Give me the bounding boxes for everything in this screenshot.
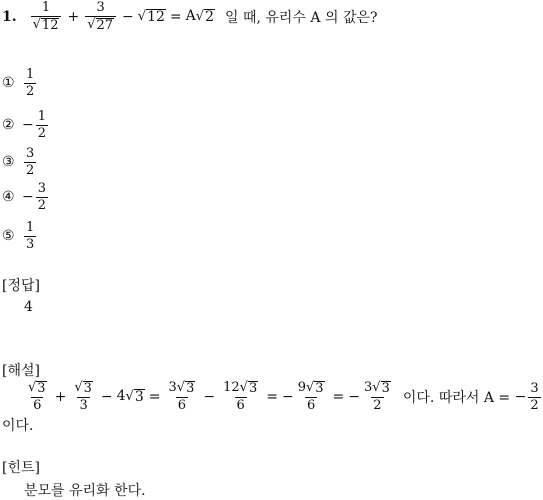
hint-text: 분모를 유리화 한다. xyxy=(24,483,146,499)
option-1[interactable]: ① $\frac{1}{2}$ xyxy=(2,67,35,99)
option-4[interactable]: ④ − $\frac{3}{2}$ xyxy=(2,181,47,213)
question-fraction-1: 1 √ 12 xyxy=(31,1,62,33)
option-2-marker: ② xyxy=(2,117,15,134)
question-suffix: 일 때, 유리수 A 의 값은? xyxy=(224,10,378,26)
option-2[interactable]: ② − $\frac{1}{2}$ xyxy=(2,109,47,141)
option-3-marker: ③ xyxy=(2,154,15,171)
option-1-marker: ① xyxy=(2,75,15,92)
explanation-equation: √ 3 6 + √ 3 3 − 4 √ 3 = 3 √ 3 6 − 12 √ 3 6 = − 9 √ 3 6 = − 3 √ 3 2 이다. 따라서 A = − $\frac{3}{2}$ xyxy=(28,380,539,414)
question-sqrt-12: √ 12 xyxy=(137,8,165,25)
option-5-marker: ⑤ xyxy=(2,228,15,245)
question-rhs: A √ 2 xyxy=(185,8,214,26)
explanation-text: 이다. 따라서 A = xyxy=(402,390,511,406)
question-fraction-2: 3 √ 27 xyxy=(85,1,116,33)
option-3[interactable]: ③ $\frac{3}{2}$ xyxy=(2,146,35,178)
option-5[interactable]: ⑤ $\frac{1}{3}$ xyxy=(2,220,35,252)
question-number: 1. xyxy=(2,9,17,25)
hint-label: [힌트] xyxy=(2,460,40,476)
option-4-marker: ④ xyxy=(2,189,15,206)
question-line: 1. 1 √ 12 + 3 √ 27 − √ 12 = A √ 2 일 때, 유리수 A 의 값은? xyxy=(2,0,378,33)
answer-value: 4 xyxy=(24,299,33,315)
explanation-label: [해설] xyxy=(2,363,40,379)
answer-label: [정답] xyxy=(2,278,40,294)
explanation-wrap: 이다. xyxy=(2,418,34,434)
